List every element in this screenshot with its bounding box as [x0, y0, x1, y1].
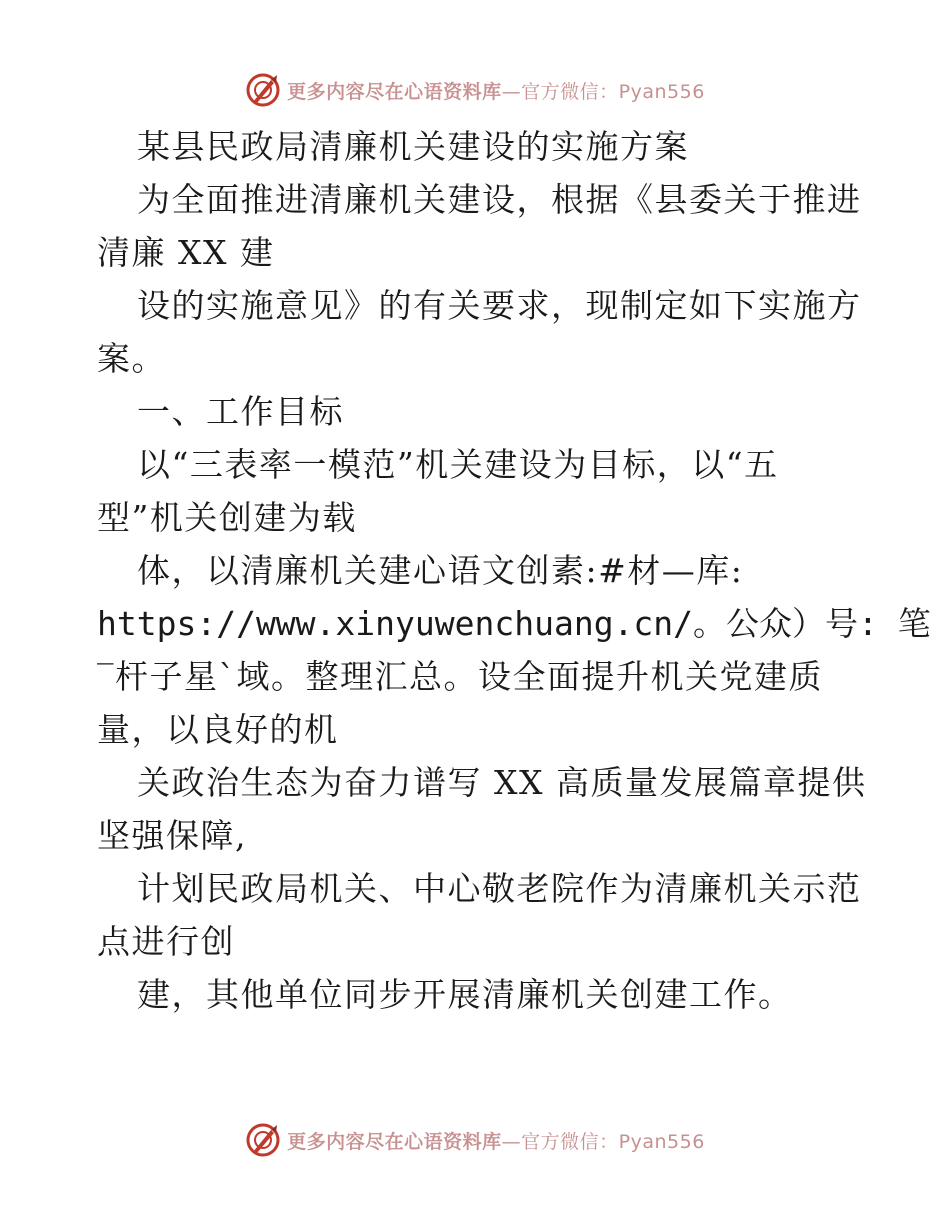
watermark-suffix: 官方微信：Pyan556 [521, 1130, 705, 1153]
quill-logo-icon [245, 1122, 281, 1158]
document-line: 体，以清廉机关建心语文创素:#材—库: [137, 551, 744, 590]
document-line: 型”机关创建为载 [97, 498, 357, 537]
watermark-text [287, 1127, 705, 1154]
watermark-text [287, 77, 705, 104]
watermark-separator: — [501, 80, 522, 103]
document-line: https://www.xinyuwenchuang.cn/。公众）号: 笔 [97, 604, 931, 643]
watermark-main: 更多内容尽在心语资料库 [287, 1130, 502, 1153]
document-line: 坚强保障, [97, 816, 247, 855]
watermark-footer [0, 1120, 950, 1160]
document-line: 为全面推进清廉机关建设，根据《县委关于推进 [137, 180, 862, 219]
document-line: 量，以良好的机 [97, 710, 339, 749]
document-line: 建，其他单位同步开展清廉机关创建工作。 [137, 975, 793, 1014]
document-line: 某县民政局清廉机关建设的实施方案 [137, 127, 689, 166]
document-line: 关政治生态为奋力谱写 XX 高质量发展篇章提供 [137, 763, 867, 802]
document-line: 计划民政局机关、中心敬老院作为清廉机关示范 [137, 869, 862, 908]
document-line: 以“三表率一模范”机关建设为目标，以“五 [137, 445, 779, 484]
document-line: 清廉 XX 建 [97, 233, 275, 272]
watermark-suffix: 官方微信：Pyan556 [521, 80, 705, 103]
watermark-main: 更多内容尽在心语资料库 [287, 80, 502, 103]
watermark-header [0, 70, 950, 110]
document-line: ‾杆子星`域。整理汇总。设全面提升机关党建质 [97, 657, 823, 696]
document-line: 案。 [97, 339, 166, 378]
quill-logo-icon [245, 72, 281, 108]
document-body [97, 120, 931, 1021]
document-line: 点进行创 [97, 922, 235, 961]
document-line: 设的实施意见》的有关要求，现制定如下实施方 [137, 286, 862, 325]
document-line: 一、工作目标 [137, 392, 344, 431]
watermark-separator: — [501, 1130, 522, 1153]
